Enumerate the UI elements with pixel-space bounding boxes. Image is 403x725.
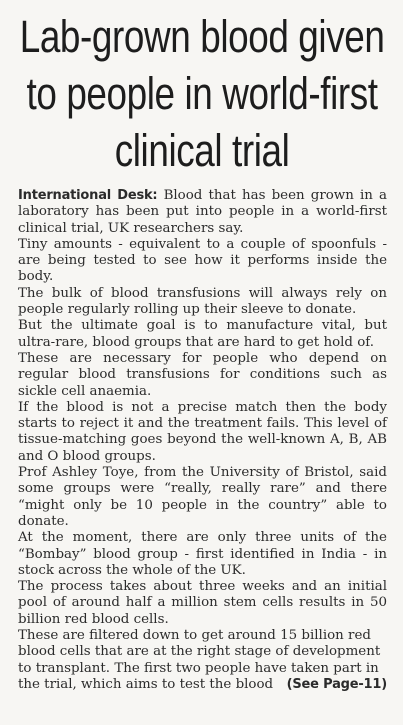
article-body [18,188,387,693]
headline [18,0,387,179]
dateline: International Desk: [18,188,158,203]
paragraph: The bulk of blood transfusions will always rely on people regularly rolling up their sleeve to donate. [18,285,387,318]
paragraph-text: These are filtered down to get around 15 billion red blood cells that are at the right stage of development to transplant. The first two people have taken part in the trial, which aims to test the blood [18,628,381,692]
paragraph: These are necessary for people who depend on regular blood transfusions for conditions such as sickle cell anaemia. [18,350,387,399]
headline-line: clinical trial [115,125,290,176]
paragraph: If the blood is not a precise match then the body starts to reject it and the treatment fails. This level of tissue-matching goes beyond the well-known A, B, AB and O blood groups. [18,399,387,464]
paragraph: Tiny amounts - equivalent to a couple of spoonfuls - are being tested to see how it performs inside the body. [18,236,387,285]
paragraph: The process takes about three weeks and an initial pool of around half a million stem cells results in 50 billion red blood cells. [18,579,387,627]
headline-line: to people in world-first [26,68,379,119]
paragraph: Prof Ashley Toye, from the University of Bristol, said some groups were “really, really rare” and there “might only be 10 people in the country” able to donate. [18,465,387,529]
paragraph [18,628,387,693]
paragraph: But the ultimate goal is to manufacture vital, but ultra-rare, blood groups that are hard to get hold of. [18,318,387,350]
paragraph-text: Blood that has been grown in a laboratory has been put into people in a world-first clinical trial, UK researchers say. [18,188,388,236]
paragraph [18,188,387,237]
continued-reference: (See Page-11) [286,676,387,692]
headline-line: Lab-grown blood given [20,11,385,62]
paragraph: At the moment, there are only three units of the “Bombay” blood group - first identified in India - in stock across the whole of the UK. [18,530,387,578]
